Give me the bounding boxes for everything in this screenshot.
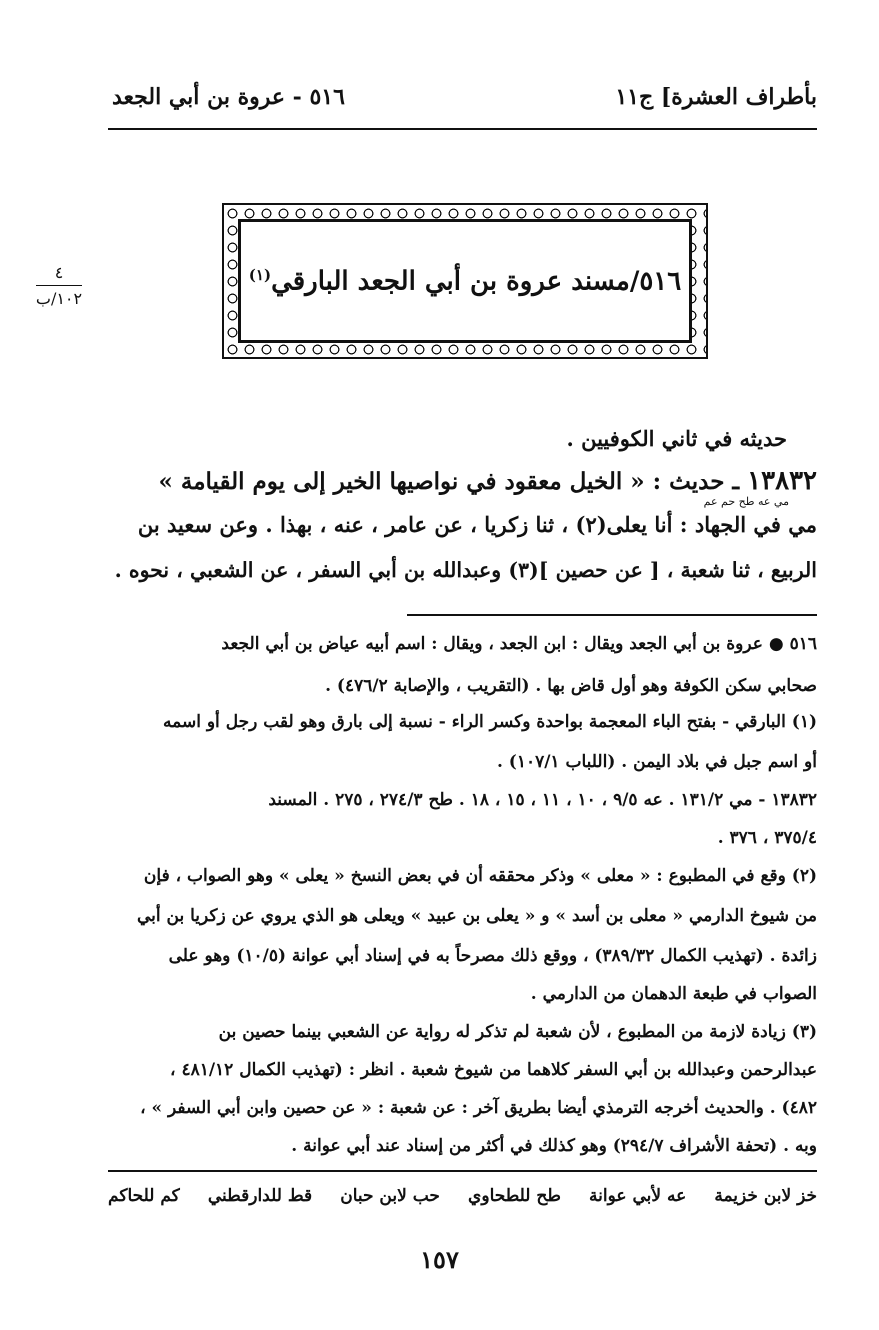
abbreviation-item: قط للدارقطني — [207, 1186, 313, 1206]
running-header-volume: بأطراف العشرة] ج١١ — [615, 84, 817, 110]
footnote-line: (٣) زيادة لازمة من المطبوع ، لأن شعبة لم تذكر له رواية عن الشعبي بينما حصين بن — [218, 1022, 817, 1042]
abbreviation-item: طح للطحاوي — [468, 1186, 561, 1206]
abbreviation-item: حب لابن حبان — [340, 1186, 440, 1206]
title-frame-inner — [238, 219, 692, 343]
abbreviation-item: عه لأبي عوانة — [589, 1186, 687, 1206]
abbreviations-rule — [108, 1170, 817, 1172]
footnote-line: صحابي سكن الكوفة وهو أول قاض بها . (التقريب ، والإصابة ٤٧٦/٢) . — [325, 676, 817, 696]
section-title-footnote-ref: (١) — [248, 265, 272, 284]
abbreviation-item: خز لابن خزيمة — [714, 1186, 817, 1206]
hadith-heading-text: ـ حديث : « الخيل معقود في نواصيها الخير إلى يوم القيامة » — [158, 468, 748, 495]
footnote-line: من شيوخ الدارمي « معلى بن أسد » و « يعلى بن عبيد » ويعلى هو الذي يروي عن زكريا بن أبي — [136, 906, 817, 926]
header-rule — [108, 128, 817, 130]
footnote-line: زائدة . (تهذيب الكمال ٣٨٩/٣٢) ، ووقع ذلك مصرحاً به في إسناد أبي عوانة (١٠/٥) وهو على — [168, 946, 817, 966]
section-title-text: ٥١٦/مسند عروة بن أبي الجعد البارقي — [271, 266, 682, 297]
margin-note-bottom: ١٠٢/ب — [35, 289, 83, 308]
footnote-line: الصواب في طبعة الدهمان من الدارمي . — [530, 984, 817, 1004]
abbreviations-key — [108, 1186, 817, 1206]
ornamental-title-frame — [222, 203, 708, 359]
footnote-line: عبدالرحمن وعبدالله بن أبي السفر كلاهما من شيوخ شعبة . انظر : (تهذيب الكمال ٤٨١/١٢ ، — [170, 1060, 817, 1080]
footnote-line: ٤٨٢) . والحديث أخرجه الترمذي أيضا بطريق آخر : عن شعبة : « عن حصين وابن أبي السفر » ، — [140, 1098, 817, 1118]
footnote-line: ٥١٦ ● عروة بن أبي الجعد ويقال : ابن الجعد ، ويقال : اسم أبيه عياض بن أبي الجعد — [221, 634, 817, 654]
margin-folio-note — [30, 263, 88, 308]
running-header-section: ٥١٦ - عروة بن أبي الجعد — [112, 84, 345, 110]
hadith-heading — [159, 466, 817, 496]
footnote-line: (١) البارقي - بفتح الباء المعجمة بواحدة وكسر الراء - نسبة إلى بارق وهو لقب رجل أو اسمه — [163, 712, 817, 732]
footnote-line: (٢) وقع في المطبوع : « معلى » وذكر محققه أن في بعض النسخ « يعلى » وهو الصواب ، فإن — [143, 866, 817, 886]
section-title — [249, 266, 681, 297]
abbreviation-item: كم للحاكم — [108, 1186, 180, 1206]
footnote-line: ١٣٨٣٢ - مي ١٣١/٢ . عه ٩/٥ ، ١٠ ، ١١ ، ١٥ ، ١٨ . طح ٢٧٤/٣ ، ٢٧٥ . المسند — [268, 790, 817, 810]
hadith-body-line: الربيع ، ثنا شعبة ، [ عن حصين ](٣) وعبدالله بن أبي السفر ، عن الشعبي ، نحوه . — [114, 558, 817, 582]
footnote-line: أو اسم جبل في بلاد اليمن . (اللباب ١٠٧/١) . — [496, 752, 817, 772]
page-number: ١٥٧ — [420, 1245, 459, 1274]
footnote-rule — [407, 614, 817, 616]
footnote-line: ٣٧٥/٤ ، ٣٧٦ . — [717, 828, 817, 848]
source-sigla: مي عه طح حم عم — [703, 495, 789, 508]
footnote-line: وبه . (تحفة الأشراف ٢٩٤/٧) وهو كذلك في أكثر من إسناد عند أبي عوانة . — [291, 1136, 817, 1156]
margin-note-top: ٤ — [36, 263, 82, 286]
section-intro: حديثه في ثاني الكوفيين . — [566, 426, 787, 451]
hadith-number: ١٣٨٣٢ — [747, 466, 817, 496]
hadith-body-line: مي في الجهاد : أنا يعلى(٢) ، ثنا زكريا ، عن عامر ، عنه ، بهذا . وعن سعيد بن — [137, 512, 817, 537]
